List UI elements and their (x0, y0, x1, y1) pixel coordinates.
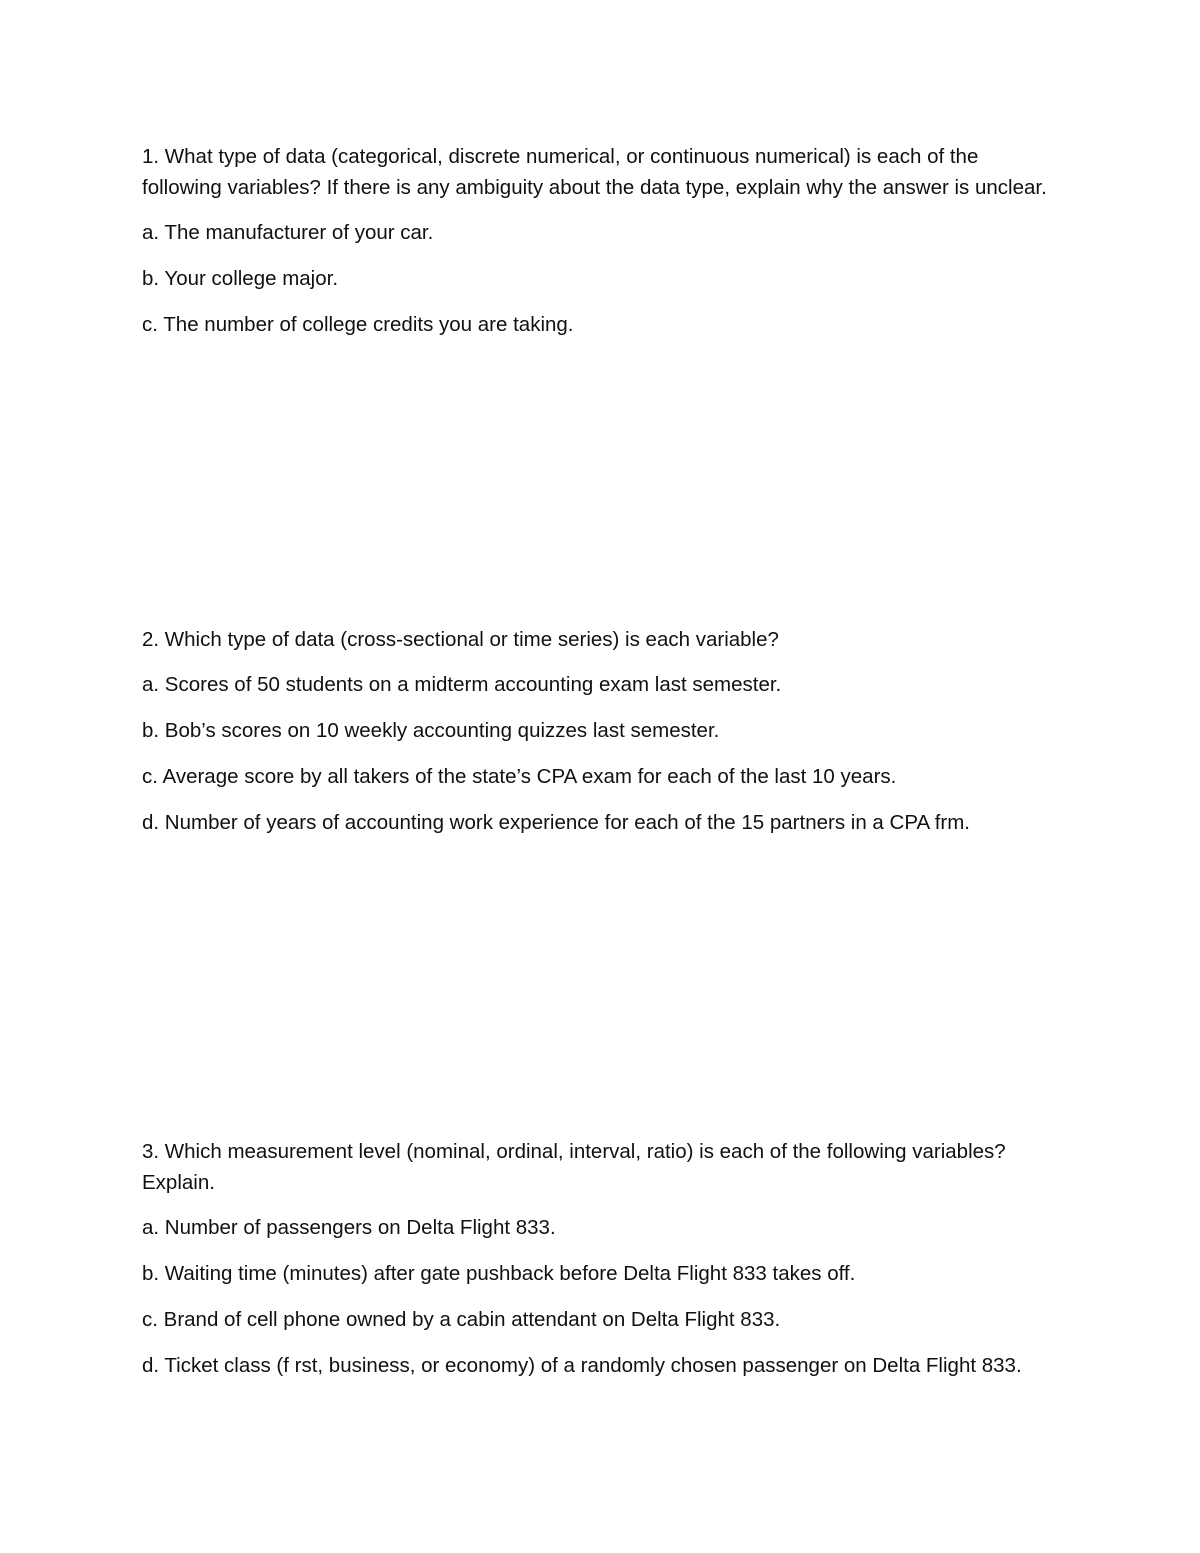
question-3-item-a: a. Number of passengers on Delta Flight 833. (142, 1216, 556, 1239)
question-1-item-b: b. Your college major. (142, 267, 339, 290)
question-2-item-d: d. Number of years of accounting work experience for each of the 15 partners in a CPA frm. (142, 811, 971, 834)
question-2-item-b: b. Bob’s scores on 10 weekly accounting quizzes last semester. (142, 719, 720, 742)
question-3-item-d: d. Ticket class (f rst, business, or economy) of a randomly chosen passenger on Delta Flight 833. (142, 1354, 1022, 1377)
question-1-item-a: a. The manufacturer of your car. (142, 221, 434, 244)
question-1 (142, 141, 1062, 355)
question-1-prompt: 1. What type of data (categorical, discrete numerical, or continuous numerical) is each of the following variables? If there is any ambiguity about the data type, explain why the answer is unclear. (142, 145, 1047, 199)
question-3-item-b: b. Waiting time (minutes) after gate pushback before Delta Flight 833 takes off. (142, 1262, 856, 1285)
question-3-item-c: c. Brand of cell phone owned by a cabin attendant on Delta Flight 833. (142, 1308, 781, 1331)
question-3-prompt: 3. Which measurement level (nominal, ordinal, interval, ratio) is each of the following variables? Explain. (142, 1140, 1006, 1194)
question-2 (142, 624, 1062, 853)
question-1-item-c: c. The number of college credits you are taking. (142, 313, 574, 336)
question-2-prompt: 2. Which type of data (cross-sectional or time series) is each variable? (142, 628, 779, 651)
question-3 (142, 1136, 1062, 1396)
question-2-item-c: c. Average score by all takers of the state’s CPA exam for each of the last 10 years. (142, 765, 897, 788)
question-2-item-a: a. Scores of 50 students on a midterm accounting exam last semester. (142, 673, 782, 696)
